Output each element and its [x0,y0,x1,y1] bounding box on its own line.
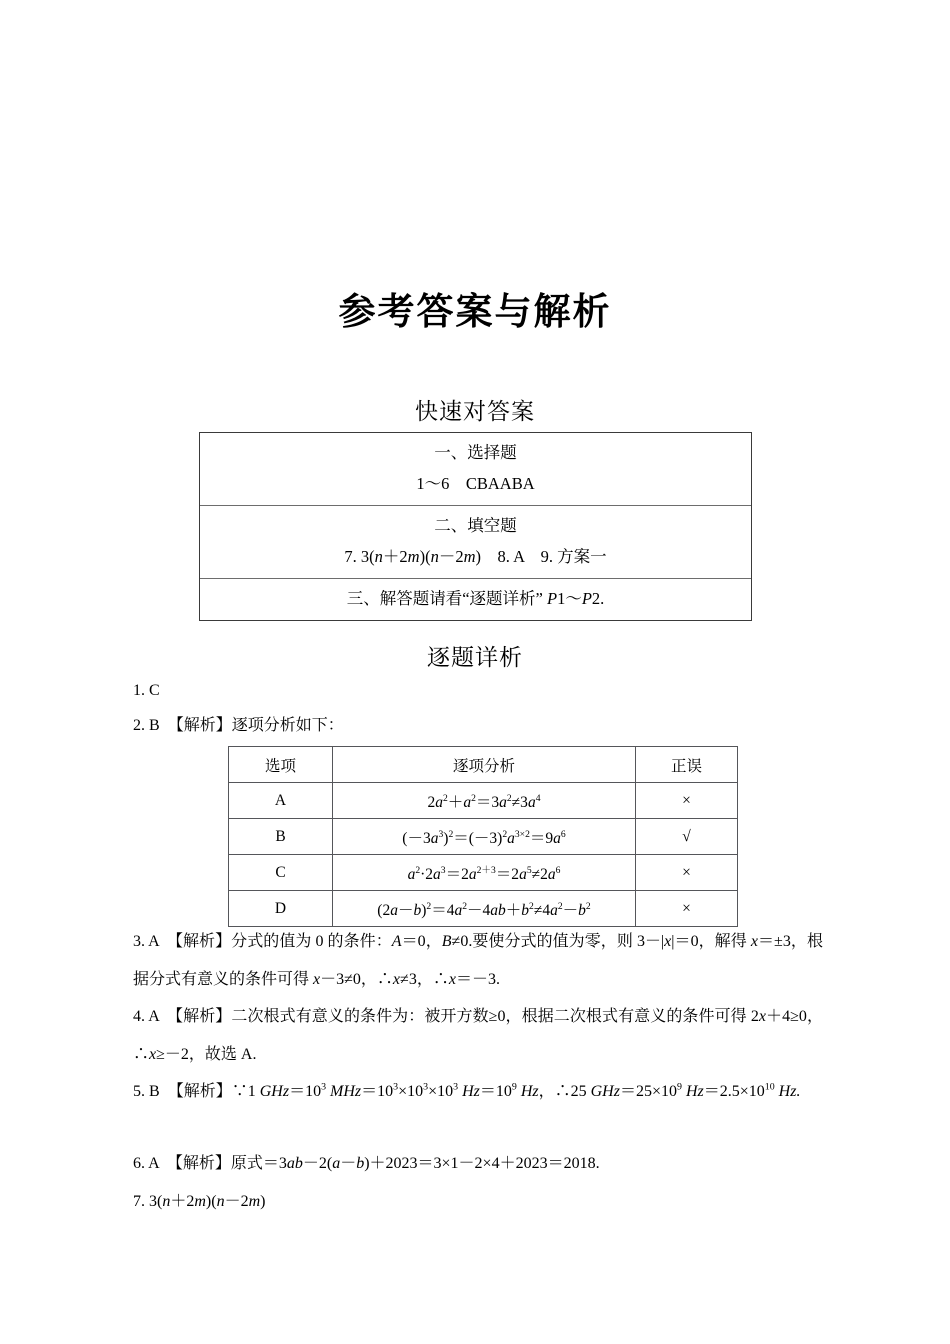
item-tag: 【解析】 [174,933,232,950]
item-tag: 【解析】 [175,1083,232,1100]
table-cell-analysis: $2a^2+a^2=3a^2\ne 3a^4$ [333,783,636,819]
item-1 [133,672,823,710]
item-body: 二次根式有意义的条件为：被开方数≥0，根据二次根式有意义的条件可得 2x＋4≥0，∴x≥－2，故选 A. [133,1008,823,1063]
item-3 [133,923,823,999]
item-6 [133,1145,823,1183]
table-cell-option: D [229,891,333,927]
item-tag: 【解析】 [175,1008,232,1025]
table-cell-result: × [636,855,738,891]
table-cell-option: A [229,783,333,819]
analysis-table-body [229,747,738,927]
item-body: 逐项分析如下： [231,717,344,734]
item-number: 7. 3(n＋2m)(n－2m) [133,1193,266,1210]
item-body: ∵1 $GHz=10^3$ $MHz=10^3\times 10^3\times 10^3$ $Hz=10^9$ Hz，∴25 $GHz=25\times 10^9$ $Hz=2.5\times 10^{10}$ Hz. [231,1081,801,1100]
answer-block [200,433,751,506]
item-tag: 【解析】 [175,717,232,734]
answer-section-heading: 二、填空题 [434,516,517,535]
table-cell-analysis: $a^2\cdot 2a^3=2a^{2+3}=2a^5\ne 2a^6$ [333,855,636,891]
table-cell-analysis: $(2a-b)^2=4a^2-4ab+b^2\ne 4a^2-b^2$ [333,891,636,927]
answer-section-values: 7. 3(n＋2m)(n－2m) 8. A 9. 方案一 [344,547,607,566]
table-row [229,819,738,855]
item-5 [133,1073,823,1111]
item-number: 4. A [133,1008,159,1025]
item-number: 3. A [133,933,159,950]
table-header-row [229,747,738,783]
table-cell-result: √ [636,819,738,855]
item-body: 分式的值为 0 的条件：A＝0，B≠0.要使分式的值为零，则 3－|x|＝0，解得 x＝±3，根据分式有意义的条件可得 x－3≠0，∴x≠3，∴x＝－3. [133,933,823,988]
quick-answer-box [199,432,752,621]
item-tag: 【解析】 [174,1155,231,1172]
table-header-cell: 逐项分析 [333,747,636,783]
table-cell-option: C [229,855,333,891]
item-number: 6. A [133,1155,159,1172]
table-row [229,855,738,891]
table-cell-result: × [636,783,738,819]
item-body: 原式＝3ab－2(a－b)＋2023＝3×1－2×4＋2023＝2018. [230,1155,600,1172]
answer-block [200,506,751,579]
detailed-analysis-heading: 逐题详析 [427,645,523,672]
page-title: 参考答案与解析 [338,289,612,333]
item-number: 1. C [133,682,160,699]
quick-answers-heading: 快速对答案 [415,399,535,426]
table-header-cell: 选项 [229,747,333,783]
table-cell-option: B [229,819,333,855]
table-cell-analysis: $(-3a^3)^2=(-3)^2a^{3\times 2}=9a^6$ [333,819,636,855]
table-header-cell: 正误 [636,747,738,783]
table-cell-result: × [636,891,738,927]
item-7 [133,1183,823,1221]
answer-block [200,579,751,620]
item-4 [133,998,823,1074]
table-row [229,891,738,927]
item-number: 2. B [133,717,160,734]
item-2 [133,707,823,745]
item-number: 5. B [133,1083,160,1100]
answer-section-heading: 三、解答题请看“逐题详析” P1～P2. [346,589,605,608]
option-analysis-table [228,746,738,927]
table-row [229,783,738,819]
answer-section-values: 1～6 CBAABA [416,474,535,493]
answer-section-heading: 一、选择题 [434,443,517,462]
